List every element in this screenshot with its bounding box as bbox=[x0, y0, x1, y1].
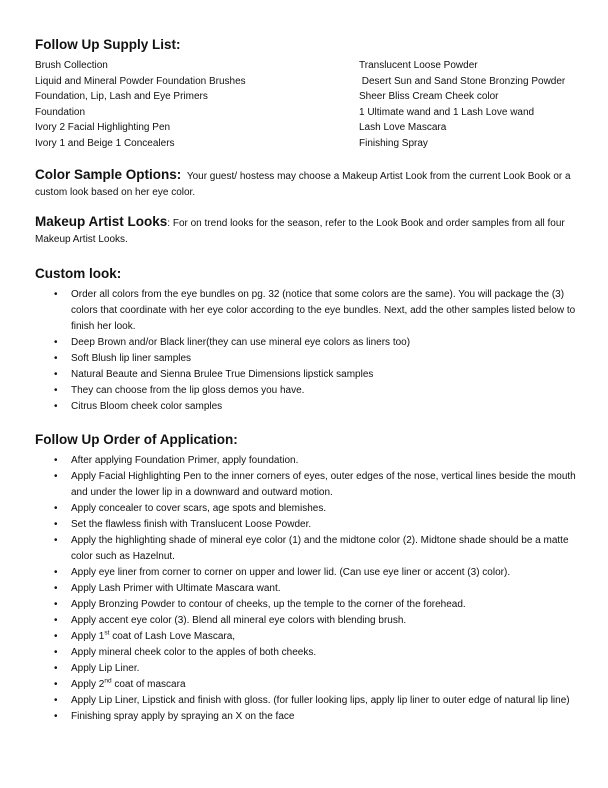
list-item: • Order all colors from the eye bundles on pg. 32 (notice that some colors are the same). You will package the (3) colors that coordinate with her eye color according to the eye bundles. Next, add the other samples listed below to finish her look. bbox=[71, 287, 578, 335]
list-item: • Set the flawless finish with Translucent Loose Powder. bbox=[71, 517, 578, 533]
supply-item: Foundation bbox=[35, 106, 86, 118]
supply-item: Liquid and Mineral Powder Foundation Brushes bbox=[35, 75, 246, 87]
ordinal-suffix: nd bbox=[104, 677, 112, 685]
ordinal-suffix: st bbox=[104, 629, 110, 637]
supply-item: 1 Ultimate wand and 1 Lash Love wand bbox=[359, 106, 535, 118]
list-item: • Citrus Bloom cheek color samples bbox=[71, 399, 578, 415]
makeup-artist-looks-text: : For on trend looks for the season, refer to the Look Book and order samples from all four Makeup Artist Looks. bbox=[35, 218, 565, 245]
list-item: • Apply the highlighting shade of mineral eye color (1) and the midtone color (2). Midtone shade should be a matte color such as Hazelnut. bbox=[71, 533, 578, 565]
list-item: • Apply concealer to cover scars, age spots and blemishes. bbox=[71, 501, 578, 517]
list-item: • Apply Facial Highlighting Pen to the inner corners of eyes, outer edges of the nose, vertical lines beside the mouth and under the lower lip in a downward and outward motion. bbox=[71, 469, 578, 501]
list-item: • Apply Lip Liner. bbox=[71, 661, 578, 677]
makeup-artist-looks-paragraph bbox=[35, 214, 578, 248]
mascara-coat-text: Apply 2 bbox=[71, 679, 105, 690]
color-sample-section bbox=[35, 167, 578, 201]
supply-item: Desert Sun and Sand Stone Bronzing Powder bbox=[359, 75, 566, 87]
supply-list-columns bbox=[35, 58, 578, 151]
custom-look-section bbox=[35, 265, 578, 415]
list-item: • Apply Lash Primer with Ultimate Mascara want. bbox=[71, 581, 578, 597]
list-item: • They can choose from the lip gloss demos you have. bbox=[71, 383, 578, 399]
order-of-application-list bbox=[35, 453, 578, 725]
supply-item: Translucent Loose Powder bbox=[359, 60, 478, 71]
supply-item: Lash Love Mascara bbox=[359, 122, 447, 133]
supply-list-title: Follow Up Supply List: bbox=[35, 37, 181, 52]
list-item: • Apply eye liner from corner to corner on upper and lower lid. (Can use eye liner or accent (3) color). bbox=[71, 565, 578, 581]
order-of-application-section bbox=[35, 431, 578, 725]
makeup-artist-looks-title: Makeup Artist Looks bbox=[35, 214, 168, 229]
supply-item: Ivory 2 Facial Highlighting Pen bbox=[35, 122, 171, 133]
list-item: • Apply Lip Liner, Lipstick and finish with gloss. (for fuller looking lips, apply lip liner to outer edge of natural lip line) bbox=[71, 693, 578, 709]
list-item: • Finishing spray apply by spraying an X on the face bbox=[71, 709, 578, 725]
supply-list-right-column bbox=[359, 58, 578, 151]
list-item bbox=[71, 629, 578, 645]
color-sample-paragraph bbox=[35, 167, 578, 201]
supply-list-section bbox=[35, 36, 578, 151]
custom-look-list bbox=[35, 287, 578, 415]
list-item: • Natural Beaute and Sienna Brulee True Dimensions lipstick samples bbox=[71, 367, 578, 383]
order-of-application-title: Follow Up Order of Application: bbox=[35, 432, 238, 447]
list-item bbox=[71, 677, 578, 693]
lash-coat-text: Apply 1 bbox=[71, 631, 105, 642]
color-sample-text: Your guest/ hostess may choose a Makeup Artist Look from the current Look Book or a custom look based on her eye color. bbox=[35, 171, 571, 198]
list-item: • Apply Bronzing Powder to contour of cheeks, up the temple to the corner of the forehead. bbox=[71, 597, 578, 613]
list-item: • Apply accent eye color (3). Blend all mineral eye colors with blending brush. bbox=[71, 613, 578, 629]
custom-look-title: Custom look: bbox=[35, 266, 122, 281]
list-item: • Soft Blush lip liner samples bbox=[71, 351, 578, 367]
supply-list-left-column bbox=[35, 58, 359, 151]
supply-item: Sheer Bliss Cream Cheek color bbox=[359, 91, 499, 102]
supply-item: Ivory 1 and Beige 1 Concealers bbox=[35, 137, 175, 149]
supply-item: Finishing Spray bbox=[359, 137, 428, 149]
color-sample-title: Color Sample Options: bbox=[35, 167, 182, 182]
makeup-artist-looks-section bbox=[35, 214, 578, 248]
list-item: • Apply mineral cheek color to the apples of both cheeks. bbox=[71, 645, 578, 661]
mascara-coat-text-end: coat of mascara bbox=[111, 679, 186, 690]
list-item: • Deep Brown and/or Black liner(they can use mineral eye colors as liners too) bbox=[71, 335, 578, 351]
supply-item: Foundation, Lip, Lash and Eye Primers bbox=[35, 91, 208, 102]
list-item: • After applying Foundation Primer, apply foundation. bbox=[71, 453, 578, 469]
supply-item: Brush Collection bbox=[35, 60, 108, 71]
lash-coat-text-end: coat of Lash Love Mascara, bbox=[109, 631, 236, 642]
